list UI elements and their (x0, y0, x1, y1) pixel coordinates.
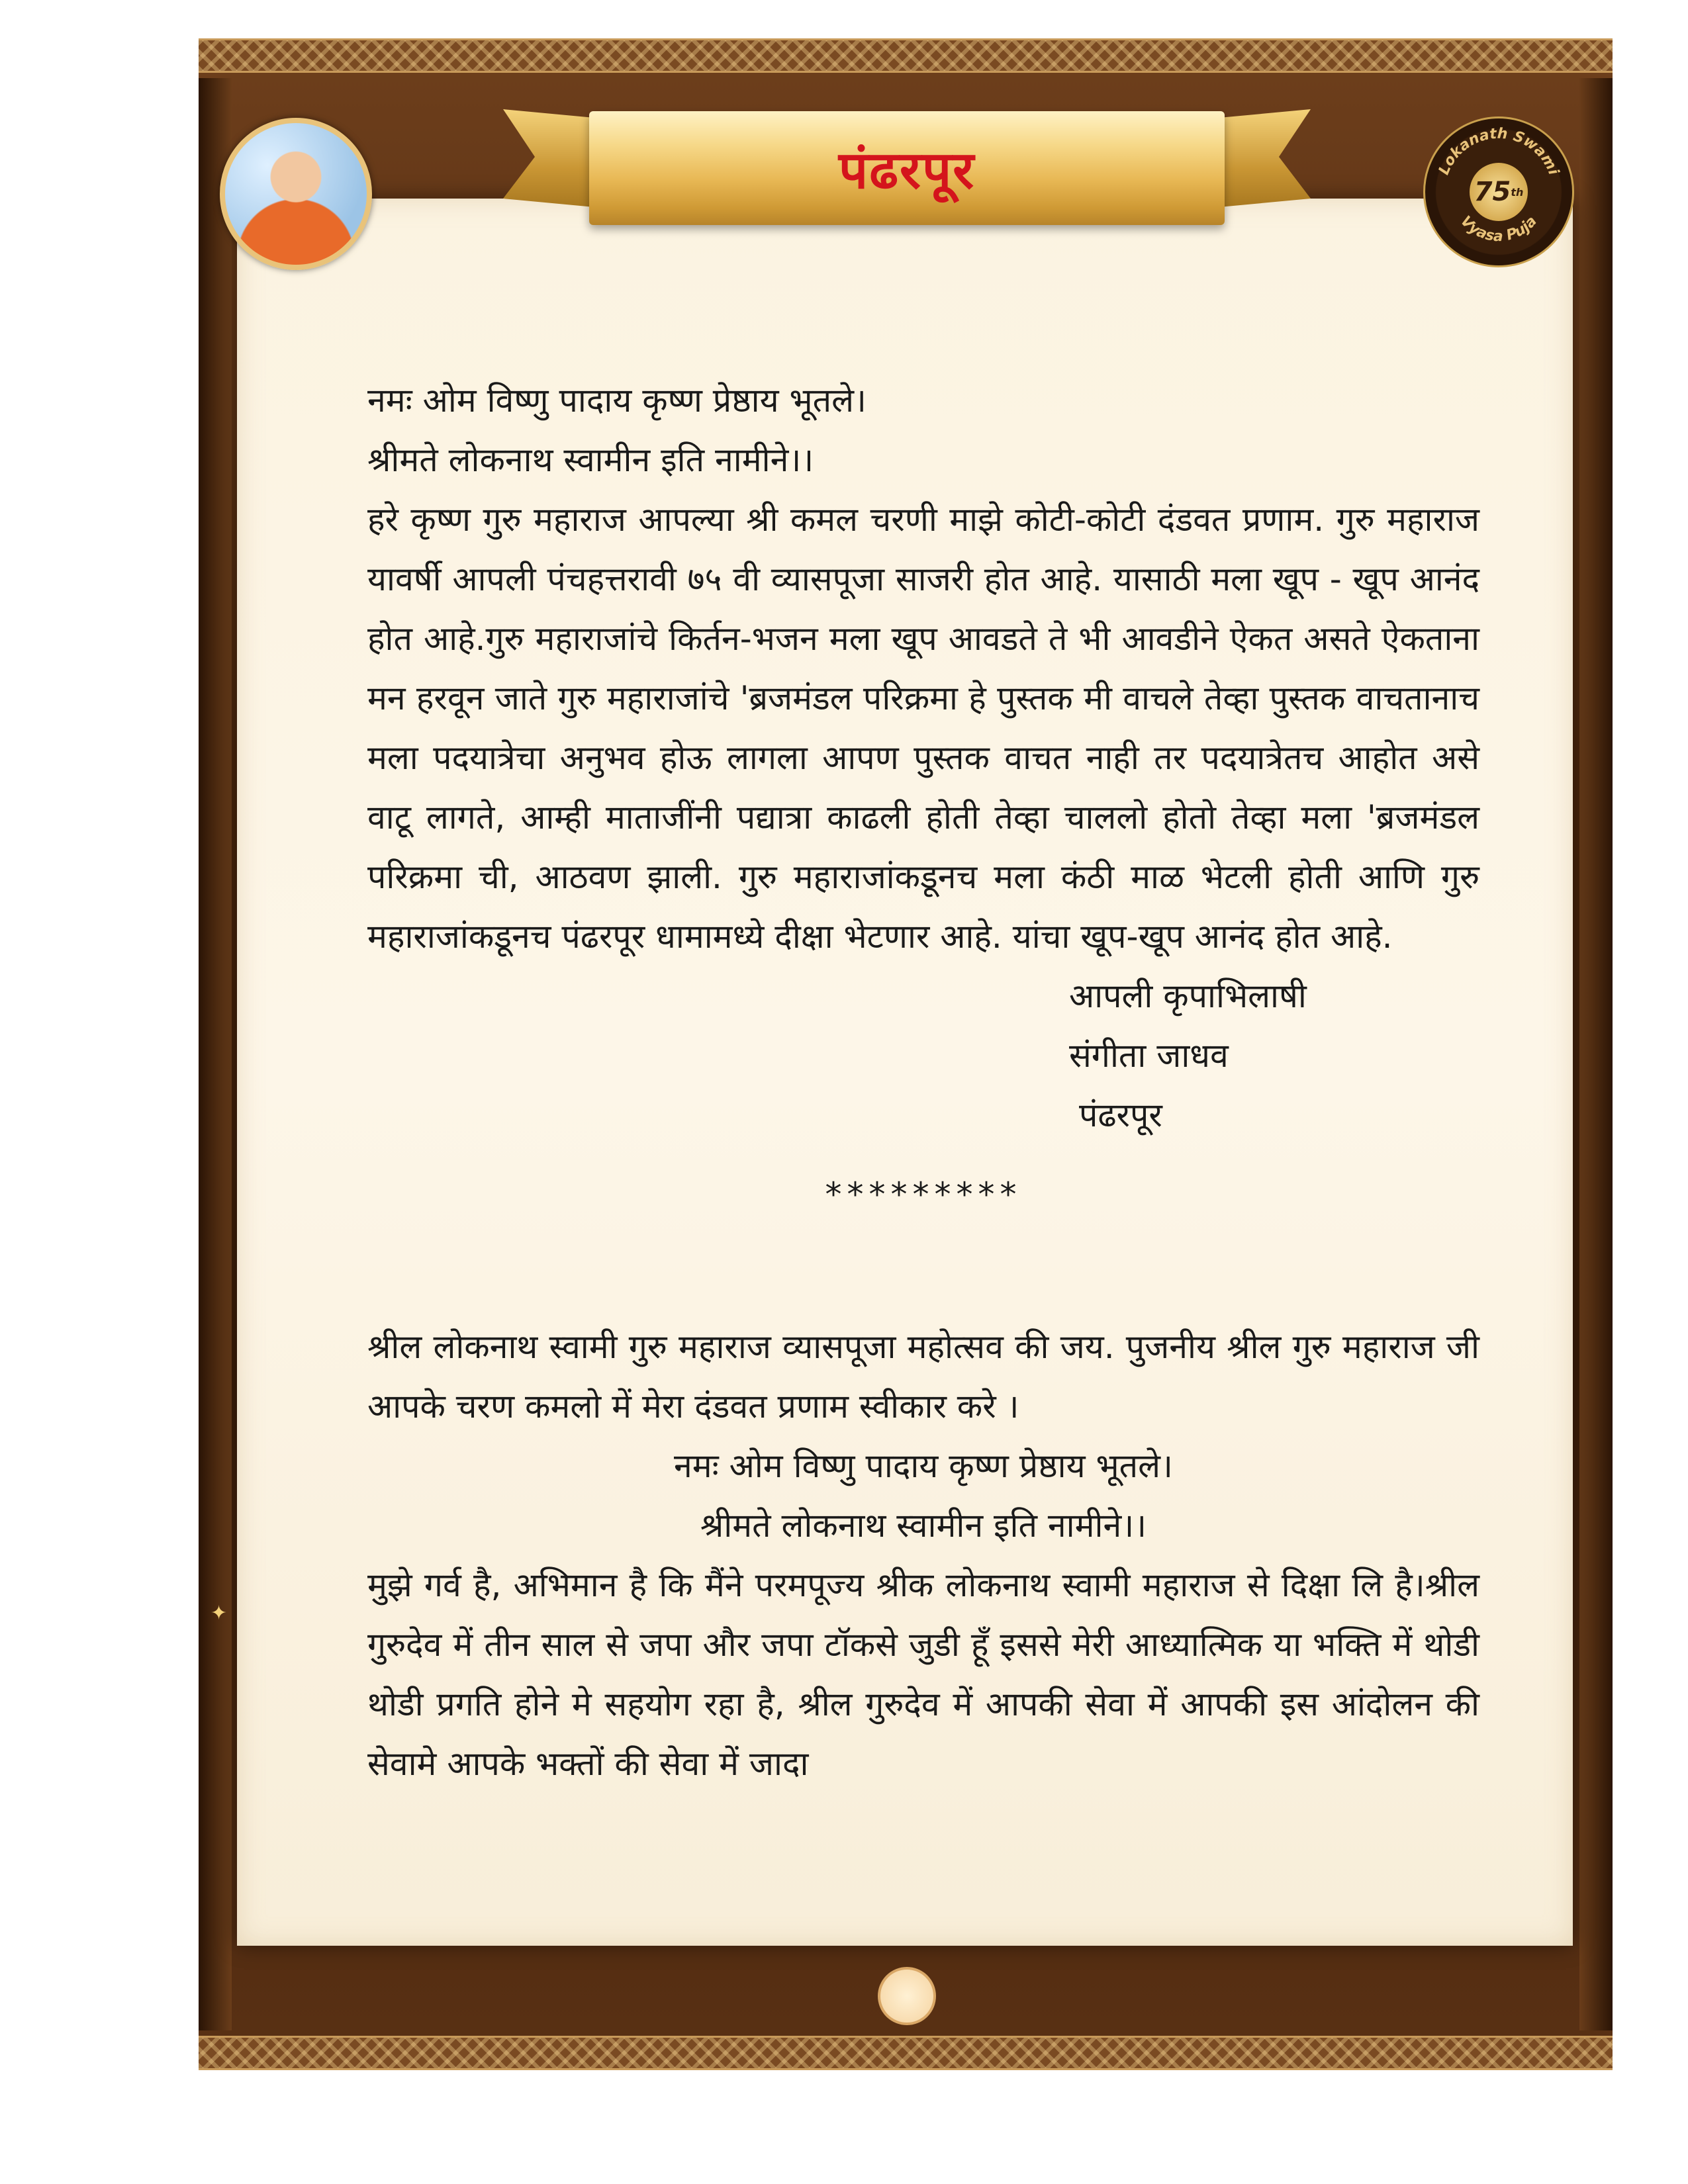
badge-number (1470, 163, 1528, 221)
section-separator: ********* (825, 1175, 1022, 1214)
letter1-closing: आपली कृपाभिलाषी (1069, 977, 1307, 1015)
frame-left-edge (199, 78, 232, 2030)
top-ornament-border (199, 38, 1613, 73)
letter2-verse-line-1: नमः ओम विष्णु पादाय कृष्ण प्रेष्ठाय भूतले। (673, 1447, 1173, 1485)
letter2-body: मुझे गर्व है, अभिमान है कि मैंने परमपूज्य श्रीक लोकनाथ स्वामी महाराज से दिक्षा लि है।श्रील गुरुदेव में तीन साल से जपा और जपा टॉकसे जुडी हूँ इससे मेरी आध्यात्मिक या भक्ति में थोडी थोडी प्रगति होने मे सहयोग रहा है, श्रील गुरुदेव में आपकी सेवा में आपकी इस आंदोलन की सेवामे आपके भक्तों की सेवा में जादा (367, 1566, 1479, 1783)
page-title: पंढरपूर (838, 141, 976, 201)
letter1-author-place: पंढरपूर (1079, 1096, 1162, 1134)
badge-bottom-text: Vyasa Puja (1457, 212, 1540, 246)
letter-content (367, 371, 1479, 1794)
vyasa-puja-75-badge (1423, 116, 1574, 267)
guru-portrait-avatar (220, 118, 372, 270)
sparkle-icon: ✦ (211, 1602, 228, 1625)
letter1-verse-line-1: नमः ओम विष्णु पादाय कृष्ण प्रेष्ठाय भूतले। (367, 381, 867, 420)
badge-number-value: 75 (1474, 177, 1511, 207)
letter1-verse-line-2: श्रीमते लोकनाथ स्वामीन इति नामीने।। (367, 441, 814, 479)
frame-right-edge (1579, 78, 1613, 2030)
letter2-intro: श्रील लोकनाथ स्वामी गुरु महाराज व्यासपूजा महोत्सव की जय. पुजनीय श्रील गुरु महाराज जी आपके चरण कमलो में मेरा दंडवत प्रणाम स्वीकार करे । (367, 1328, 1479, 1426)
letter2-verse-line-2: श्रीमते लोकनाथ स्वामीन इति नामीने।। (700, 1506, 1147, 1545)
badge-number-suffix: th (1511, 185, 1524, 199)
bottom-ornament-circle (878, 1967, 936, 2025)
bottom-ornament-border (199, 2036, 1613, 2070)
letter1-body: हरे कृष्ण गुरु महाराज आपल्या श्री कमल चरणी माझे कोटी-कोटी दंडवत प्रणाम. गुरु महाराज यावर्षी आपली पंचहत्तरावी ७५ वी व्यासपूजा साजरी होत आहे. यासाठी मला खूप - खूप आनंद होत आहे.गुरु महाराजांचे किर्तन-भजन मला खूप आवडते ते भी आवडीने ऐकत असते ऐकताना मन हरवून जाते गुरु महाराजांचे 'ब्रजमंडल परिक्रमा हे पुस्तक मी वाचले तेव्हा पुस्तक वाचतानाच मला पदयात्रेचा अनुभव होऊ लागला आपण पुस्तक वाचत नाही तर पदयात्रेतच आहोत असे वाटू लागते, आम्ही माताजींनी पद्यात्रा काढली होती तेव्हा चाललो होतो तेव्हा मला 'ब्रजमंडल परिक्रमा ची, आठवण झाली. गुरु महाराजांकडूनच मला कंठी माळ भेटली होती आणि गुरु महाराजांकडूनच पंढरपूर धामामध्ये दीक्षा भेटणार आहे. यांचा खूप-खूप आनंद होत आहे. (367, 500, 1479, 956)
letter1-author-name: संगीता जाधव (1069, 1036, 1229, 1075)
badge-top-text: Lokanath Swami (1435, 125, 1562, 177)
title-ribbon (589, 111, 1225, 225)
